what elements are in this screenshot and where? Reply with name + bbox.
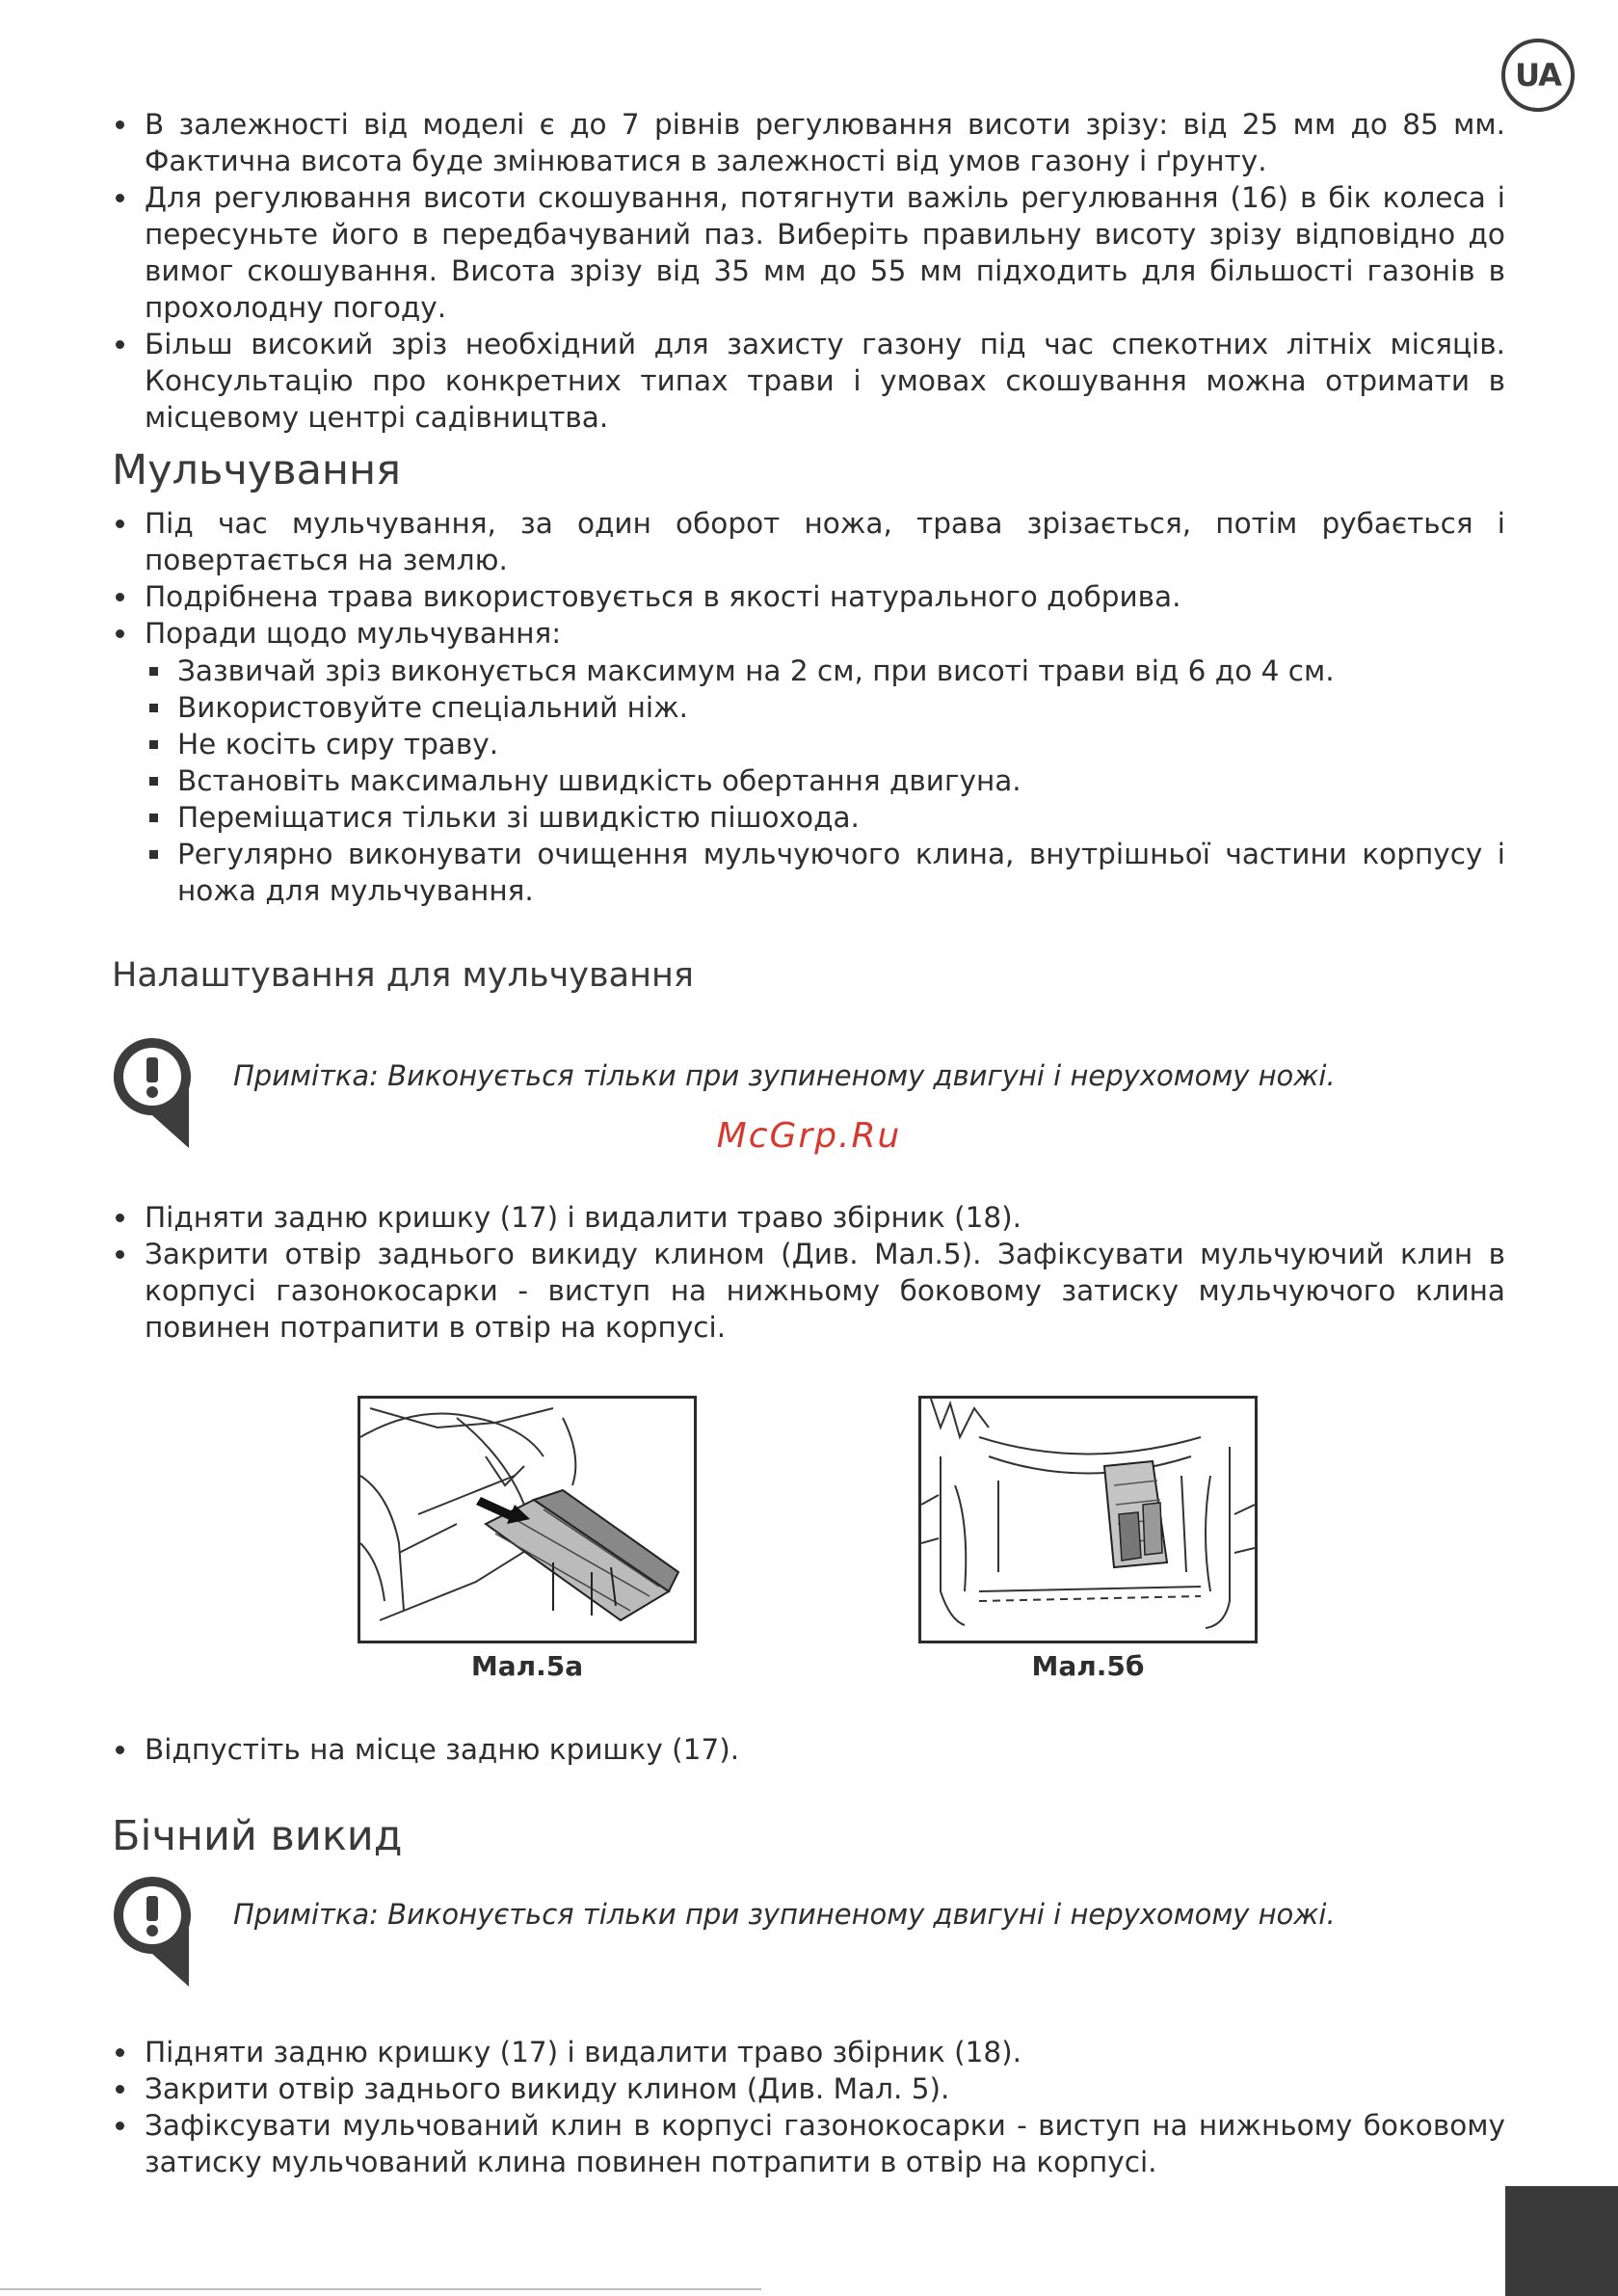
- page-corner-tab: [1505, 2186, 1618, 2296]
- list-item: Для регулювання висоти скошування, потягнути важіль регулювання (16) в бік колеса і пересуньте його в передбачуваний паз. Виберіть правильну висоту зрізу відповідно до вимог скошування. Висота зрізу від 35 мм до 55 мм підходить для більшості газонів в прохолодну погоду.: [112, 179, 1505, 326]
- cut-height-list: [112, 106, 1505, 436]
- figure-5b-caption: Мал.5б: [1031, 1650, 1145, 1682]
- mulching-wedge-illustration-b: [921, 1399, 1255, 1641]
- footer-divider: [0, 2288, 761, 2290]
- figure-5b: [918, 1396, 1258, 1643]
- figure-5a-caption: Мал.5а: [470, 1650, 584, 1682]
- list-item: Зазвичай зріз виконується максимум на 2 см, при висоті трави від 6 до 4 см.: [145, 653, 1505, 689]
- list-item: Використовуйте спеціальний ніж.: [145, 689, 1505, 726]
- list-item: Регулярно виконувати очищення мульчуючого клина, внутрішньої частини корпусу і ножа для мульчування.: [145, 836, 1505, 909]
- mulch-after-list: [112, 1731, 1505, 1768]
- list-item: Встановіть максимальну швидкість обертання двигуна.: [145, 762, 1505, 799]
- list-item: Закрити отвір заднього викиду клином (Див. Мал.5). Зафіксувати мульчуючий клин в корпусі газонокосарки - виступ на нижньому боковому затиску мульчуючого клина повинен потрапити в отвір на корпусі.: [112, 1236, 1505, 1346]
- warning-icon: [112, 1875, 193, 1989]
- list-item: Більш високий зріз необхідний для захисту газону під час спекотних літніх місяців. Консультацію про конкретних типах трави і умовах скошування можна отримати в місцевому центрі садівництва.: [112, 326, 1505, 436]
- watermark: McGrp.Ru: [716, 1116, 902, 1156]
- list-item: Підняти задню кришку (17) і видалити траво збірник (18).: [112, 2034, 1505, 2070]
- side-discharge-heading: Бічний викид: [112, 1812, 403, 1860]
- list-item: Не косіть сиру траву.: [145, 726, 1505, 762]
- list-item: Під час мульчування, за один оборот ножа, трава зрізається, потім рубається і повертається на землю.: [112, 505, 1505, 578]
- side-discharge-list: [112, 2034, 1505, 2180]
- list-item: Подрібнена трава використовується в якості натурального добрива.: [112, 578, 1505, 615]
- mulching-tips: [112, 653, 1505, 909]
- list-item: В залежності від моделі є до 7 рівнів регулювання висоти зрізу: від 25 мм до 85 мм. Фактична висота буде змінюватися в залежності від умов газону і ґрунту.: [112, 106, 1505, 179]
- mulch-setup-heading: Налаштування для мульчування: [112, 956, 694, 995]
- figure-5a: [358, 1396, 697, 1643]
- language-badge: UA: [1501, 39, 1575, 112]
- list-item: Переміщатися тільки зі швидкістю пішохода.: [145, 799, 1505, 836]
- list-item: Підняти задню кришку (17) і видалити траво збірник (18).: [112, 1199, 1505, 1236]
- note-side-discharge: [112, 1875, 1336, 1989]
- note-text: Примітка: Виконується тільки при зупиненому двигуні і нерухомому ножі.: [233, 1059, 1336, 1092]
- mulching-list: [112, 505, 1505, 652]
- list-item: Закрити отвір заднього викиду клином (Див. Мал. 5).: [112, 2070, 1505, 2107]
- list-item: Відпустіть на місце задню кришку (17).: [112, 1731, 1505, 1768]
- mulch-setup-list: [112, 1199, 1505, 1346]
- mulching-heading: Мульчування: [112, 446, 402, 494]
- list-item: Зафіксувати мульчований клин в корпусі газонокосарки - виступ на нижньому боковому затиску мульчований клина повинен потрапити в отвір на корпусі.: [112, 2107, 1505, 2180]
- note-text: Примітка: Виконується тільки при зупиненому двигуні і нерухомому ножі.: [233, 1898, 1336, 1931]
- mulching-wedge-illustration-a: [360, 1399, 694, 1641]
- list-item: Поради щодо мульчування:: [112, 615, 1505, 652]
